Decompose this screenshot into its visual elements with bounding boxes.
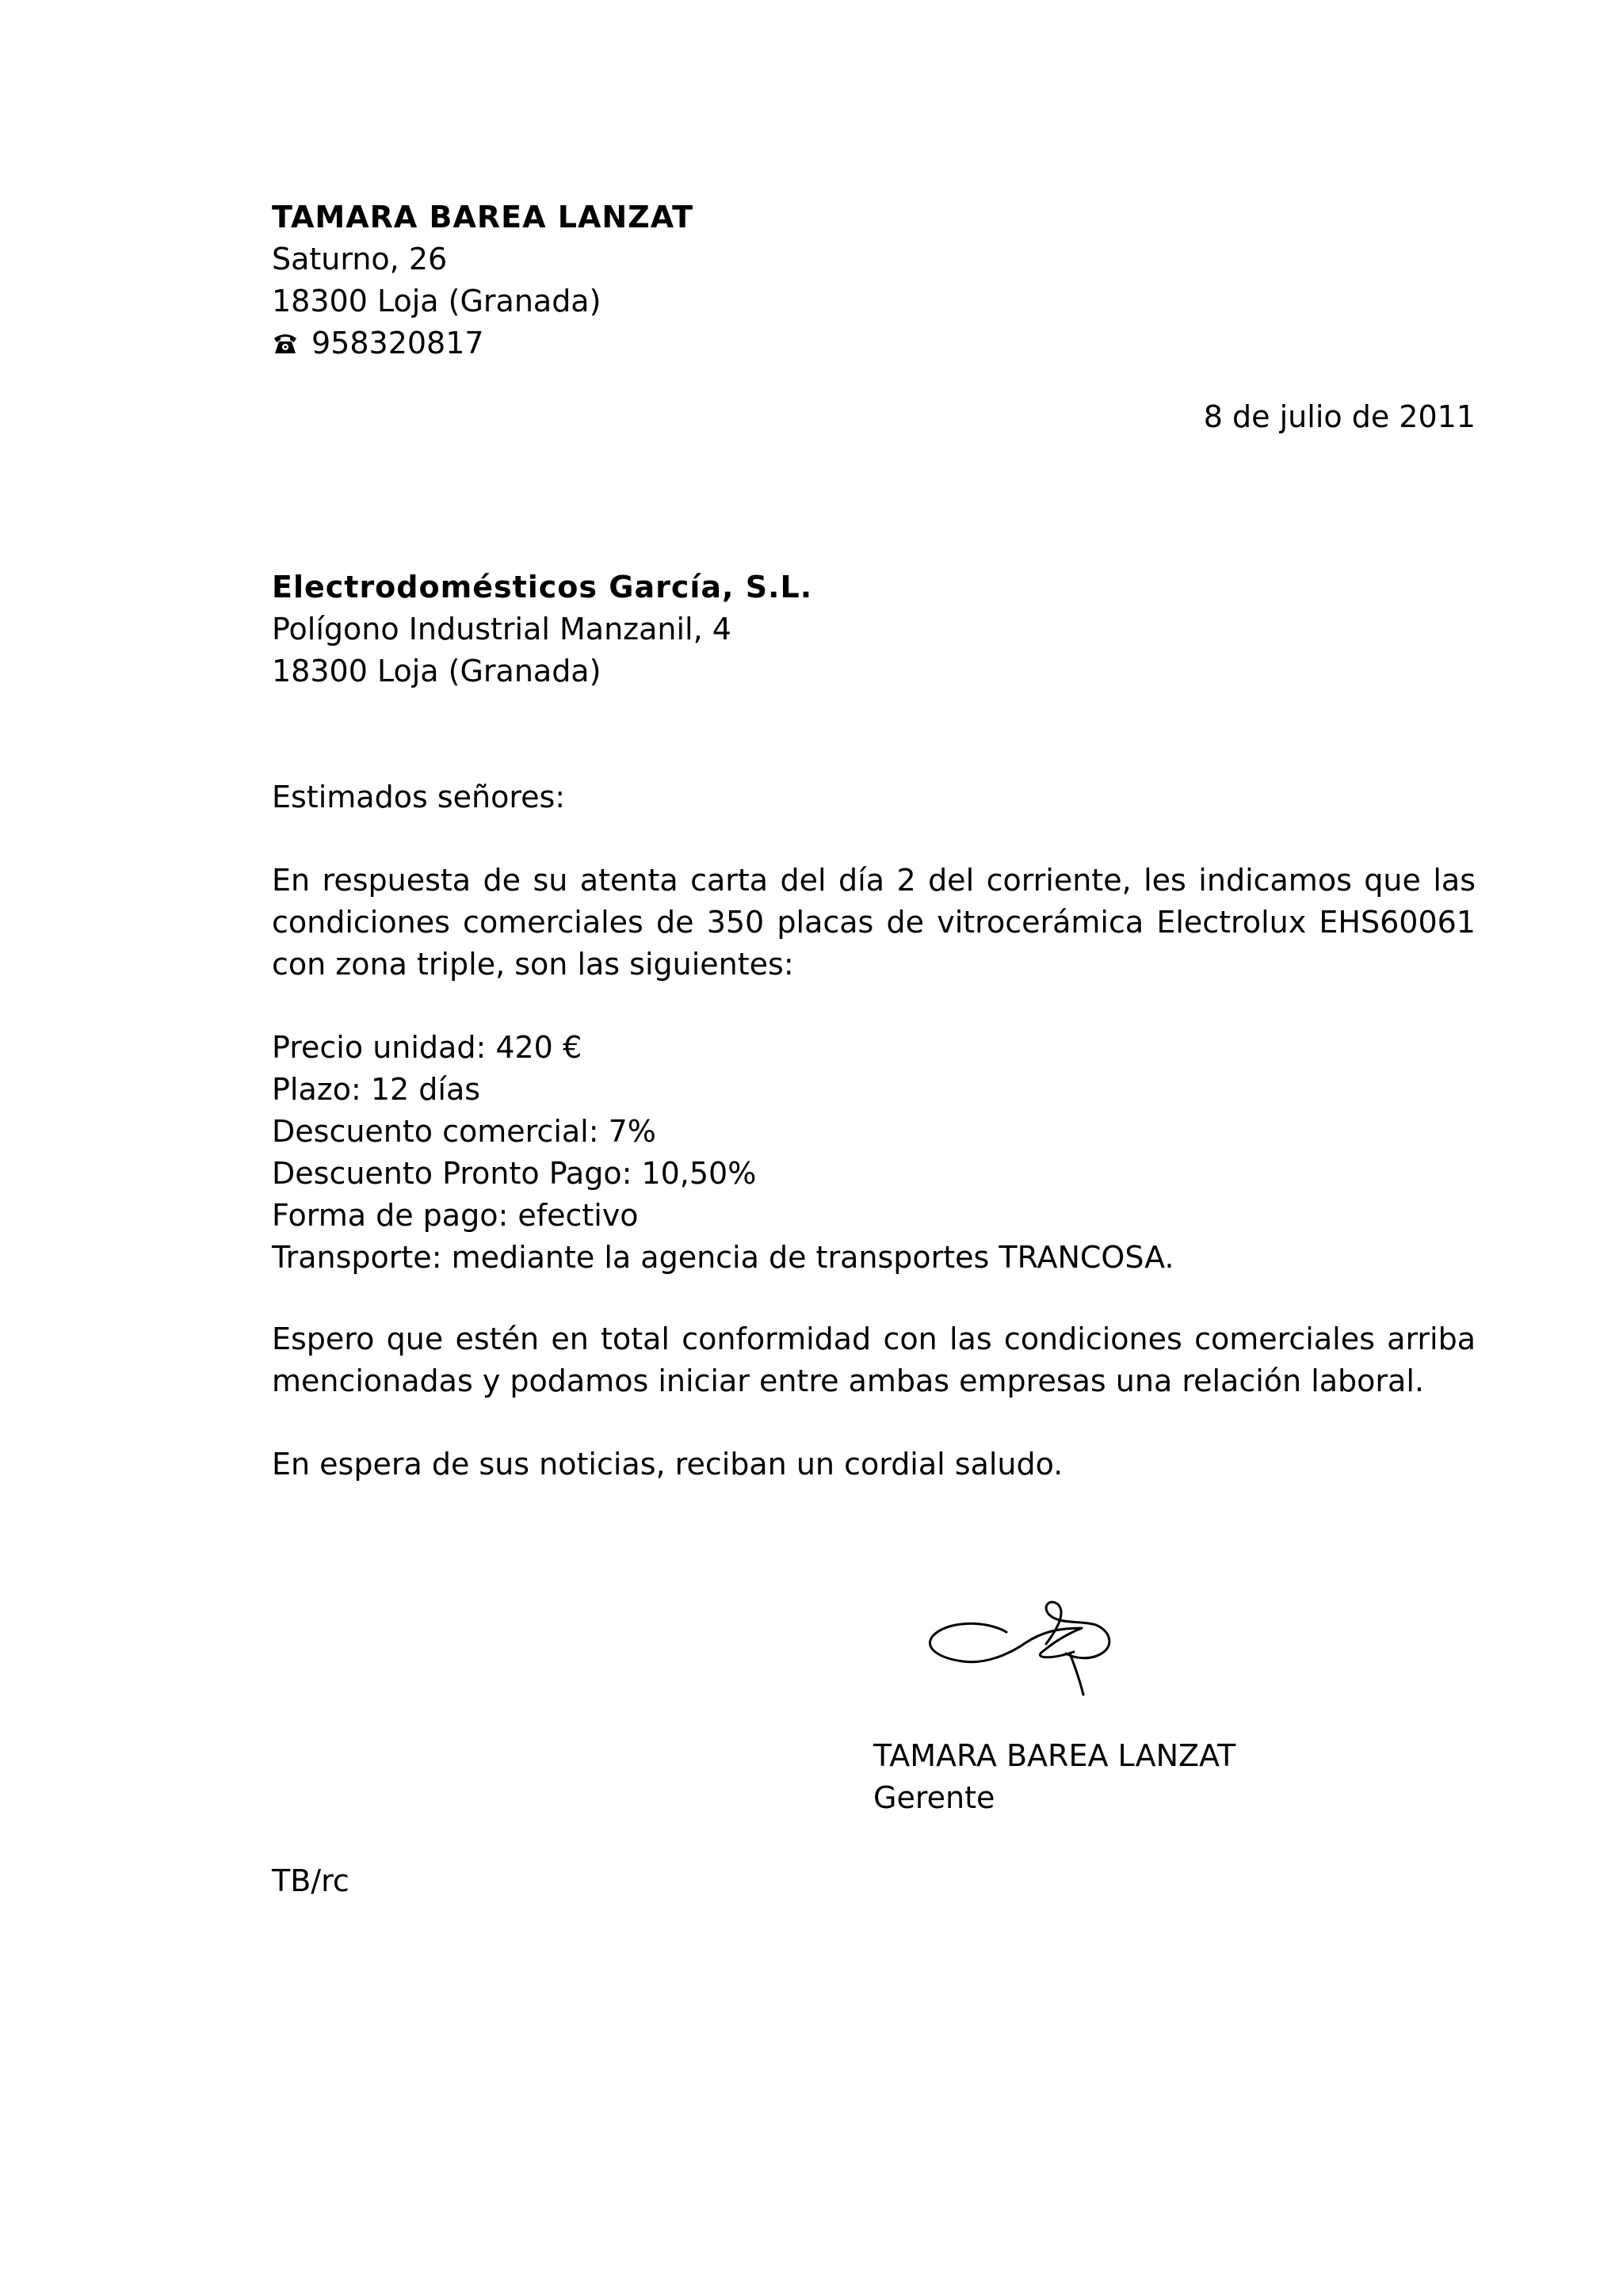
condition-transport: Transporte: mediante la agencia de transportes TRANCOSA. bbox=[272, 1240, 1174, 1275]
hope-paragraph: Espero que estén en total conformidad con las condiciones comerciales arriba mencionadas y podamos iniciar entre ambas empresas una relación laboral. bbox=[272, 1322, 1476, 1398]
signature-title: Gerente bbox=[873, 1780, 995, 1815]
sender-name: TAMARA BAREA LANZAT bbox=[272, 200, 694, 235]
condition-term: Plazo: 12 días bbox=[272, 1072, 481, 1107]
recipient-company: Electrodomésticos García, S.L. bbox=[272, 570, 813, 605]
sender-street: Saturno, 26 bbox=[272, 242, 448, 277]
condition-price: Precio unidad: 420 € bbox=[272, 1030, 582, 1065]
intro-paragraph: En respuesta de su atenta carta del día 2 del corriente, les indicamos que las condiciones comerciales de 350 placas de vitrocerámica Electrolux EHS60061 con zona triple, son las siguientes: bbox=[272, 863, 1476, 982]
greeting: Estimados señores: bbox=[272, 780, 566, 814]
recipient-city: 18300 Loja (Granada) bbox=[272, 654, 601, 688]
handwritten-signature bbox=[923, 1596, 1113, 1699]
letter-date: 8 de julio de 2011 bbox=[1203, 399, 1476, 434]
recipient-address: Polígono Industrial Manzanil, 4 bbox=[272, 612, 731, 646]
condition-prompt-payment-discount: Descuento Pronto Pago: 10,50% bbox=[272, 1156, 757, 1191]
reference-initials: TB/rc bbox=[272, 1863, 349, 1898]
condition-payment-method: Forma de pago: efectivo bbox=[272, 1198, 639, 1233]
signature-name: TAMARA BAREA LANZAT bbox=[873, 1738, 1236, 1773]
sender-city: 18300 Loja (Granada) bbox=[272, 284, 601, 318]
closing-line: En espera de sus noticias, reciban un cordial saludo. bbox=[272, 1447, 1064, 1482]
sender-phone: 958320817 bbox=[311, 326, 484, 360]
sender-phone-line bbox=[272, 322, 484, 364]
condition-trade-discount: Descuento comercial: 7% bbox=[272, 1114, 656, 1149]
phone-icon bbox=[272, 330, 299, 357]
